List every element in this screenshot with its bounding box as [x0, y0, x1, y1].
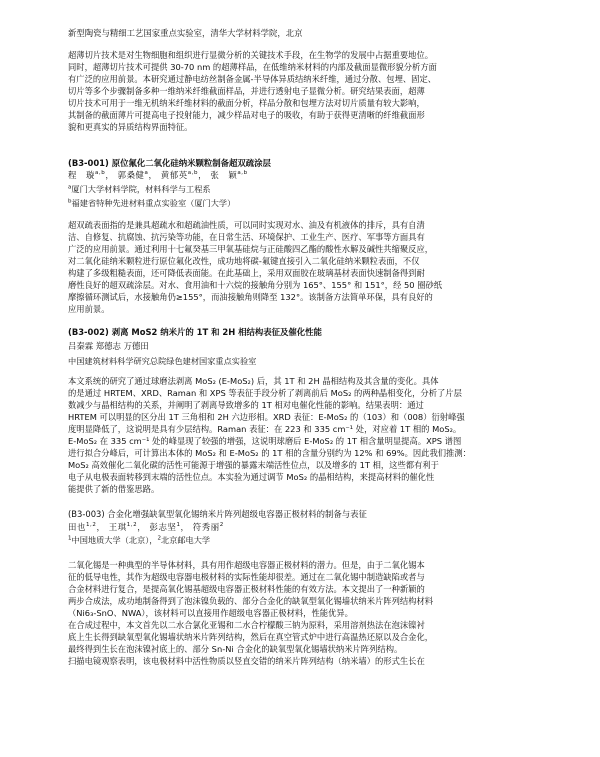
author-name: 黄郁英	[160, 170, 188, 180]
section-b3-001-affiliation-a	[68, 183, 538, 195]
intro-affiliation: 新型陶瓷与精细工艺国家重点实验室，清华大学材料学院，北京	[68, 28, 303, 38]
section-b3-003-title: (B3-003) 合金化增强缺氧型氧化锡纳米片阵列超级电容器正极材料的制备与表征	[68, 509, 367, 519]
section-b3-002-title: (B3-002) 剥离 MoS2 纳米片的 1T 和 2H 相结构表征及催化性能	[68, 327, 322, 337]
author-name: 符秀丽	[192, 522, 220, 532]
affiliation-text: 中国地质大学（北京），	[71, 535, 158, 545]
author-sup: 2	[219, 522, 224, 529]
author-sup: a,b	[94, 170, 106, 177]
author-name: 张 颖	[210, 170, 238, 180]
section-b3-002-body: 本文系统的研究了通过球磨法剥离 MoS₂ (E-MoS₂) 后，其 1T 和 2H 晶相结构及其含量的变化。具体 的是通过 HRTEM、XRD、Raman 和 XPS 等表征手段分析了剥离前后 MoS₂ 的两种晶相变化，分析了片层 数减少与晶相结构的关系，并阐明了剥离导致增多的 1T 相对电催化性能的影响。结果表明：通过 HRTEM 可以明显的区分出 1T 三角相和 2H 六边形相。XRD 表征：E-MoS₂ 的（103）和（008）衍射峰强 度明显降低了，这说明是具有少层结构。Raman 表征：在 223 和 335 cm⁻¹ 处，对应着 1T 相的 MoS₂。 E-MoS₂ 在 335 cm⁻¹ 处的峰显现了较强的增强，这说明球磨后 E-MoS₂ 的 1T 相含量明显提高。XPS 谱图 进行拟合分峰后，可计算出本体的 MoS₂ 和 E-MoS₂ 的 1T 相的含量分别约为 12% 和 69%。因此我们推测： MoS₂ 高效催化二氧化碳的活性可能源于增强的暴露末端活性位点，以及增多的 1T 相，这些都有利于 电子从电极表面转移到末端的活性位点。本实验为通过调节 MoS₂ 的晶相结构，来提高材料的催化性 能提供了新的借鉴思路。	[68, 376, 471, 495]
author-name: 郭桑健	[117, 170, 145, 180]
section-b3-001-affiliation-b	[68, 197, 538, 209]
affiliation-sup: a	[68, 184, 72, 191]
affiliation-sup: 1	[68, 535, 72, 542]
author-name: 王琪	[108, 522, 127, 532]
author-name: 彭志坚	[149, 522, 177, 532]
affiliation-sup: 2	[157, 535, 161, 542]
section-b3-002-affiliation: 中国建筑材料科学研究总院绿色建材国家重点实验室	[68, 356, 257, 366]
author-name: 程 璇	[68, 170, 95, 180]
intro-abstract-body: 超薄切片技术是对生物细胞和组织进行显微分析的关键技术手段，在生物学的发展中占据重要地位。 同时，超薄切片技术可提供 30-70 nm 的超薄样品，在低维纳米材料的内部及截面显微形貌分析方面 有广泛的应用前景。本研究通过静电纺丝制备金属-半导体异质结纳米纤维，通过分散、包埋、固定、 切片等多个步骤制备多种一维纳米纤维截面样品，并进行透射电子显微分析。研究结果表面，超薄 切片技术可用于一维无机纳米纤维材料的截面分析，样品分散和包埋方法对切片质量有较大影响， 其制备的截面薄片可提高电子投射能力，减少样品对电子的吸收，有助于获得更清晰的纤维截面形 貌和更真实的异质结构界面特征。	[68, 50, 437, 133]
author-name: 田也	[68, 522, 86, 532]
section-b3-001-authors: 程 璇$^{a,b}$， 郭桑健$^a$， 黄郁英$^{a,b}$， 张 颖$^{a,b}$	[68, 170, 248, 180]
affiliation-text: 厦门大学材料学院，材料科学与工程系	[71, 184, 211, 194]
section-b3-002-authors: 吕秦霖 郑德志 万德田	[68, 341, 149, 351]
affiliation-sup: b	[68, 198, 72, 205]
section-b3-003-authors: 田也$^{1,2}$， 王琪$^{1,2}$， 彭志坚$^1$， 符秀丽$^2$	[68, 522, 224, 532]
author-sup: 1,2	[85, 522, 97, 529]
author-sup: 1,2	[126, 522, 138, 529]
author-sup: a	[144, 170, 149, 177]
author-sup: 1	[176, 522, 181, 529]
author-sup: a,b	[187, 170, 199, 177]
affiliation-text: 福建省特种先进材料重点实验室（厦门大学）	[71, 198, 236, 208]
section-b3-001-title: (B3-001) 原位氟化二氧化硅纳米颗粒制备超双疏涂层	[68, 158, 271, 168]
section-b3-003-body: 二氧化锡是一种典型的半导体材料，具有用作超级电容器正极材料的潜力。但是，由于二氧化锡本 征的低导电性，其作为超级电容器电极材料的实际性能却很差。通过在二氧化锡中制造缺陷或者与 合金材料进行复合，是提高氧化锡基超级电容器正极材料性能的有效方法。本文提出了一种新颖的 两步合成法，成功地制备得到了泡沫镍负载的、部分合金化的缺氧型氧化锡墙状纳米片阵列结构材料 （Ni6₃-SnO、NWA），该材料可以直接用作超级电容器正极材料，性能优异。 在合成过程中，本文首先以二水合氯化亚锡和二水合柠檬酸三钠为原料，采用溶剂热法在泡沫镍衬 底上生长得到缺氧型氧化锡墙状纳米片阵列结构，然后在真空管式炉中进行高温热还原以及合金化， 最终得到生长在泡沫镍衬底上的、部分 Sn-Ni 合金化的缺氧型氧化锡墙状纳米片阵列结构。 扫描电镜观察表明，该电极材料中活性物质以竖直交错的纳米片阵列结构（纳米墙）的形式生长在	[68, 560, 434, 667]
author-sup: a,b	[237, 170, 248, 177]
section-b3-003-affiliations	[68, 534, 538, 546]
affiliation-text: 北京邮电大学	[160, 535, 211, 545]
section-b3-001-body: 超双疏表面指的是兼具超疏水和超疏油性质，可以同时实现对水、油及有机液体的排斥，具有自清 洁、自修复、抗腐蚀、抗污染等功能，在日常生活、环境保护、工业生产、医疗、军事等方面具有 广泛的应用前景。通过利用十七氟癸基三甲氧基硅烷与正硅酸四乙酯的酸性水解及碱性共缩聚反应， 对二氧化硅纳米颗粒进行原位氟化改性，成功地将碳-氟键直接引入二氧化硅纳米颗粒表面，不仅 构建了多级粗糙表面，还可降低表面能。在此基础上，采用双面胶在玻璃基材表面快速制备得到耐 磨性良好的超双疏涂层。对水、食用油和十六烷的接触角分别为 165°、155° 和 151°，经 50 圈砂纸 摩擦循环测试后，水接触角仍≥155°，而油接触角则降至 132°。该制备方法简单环保，具有良好的 应用前景。	[68, 220, 443, 315]
